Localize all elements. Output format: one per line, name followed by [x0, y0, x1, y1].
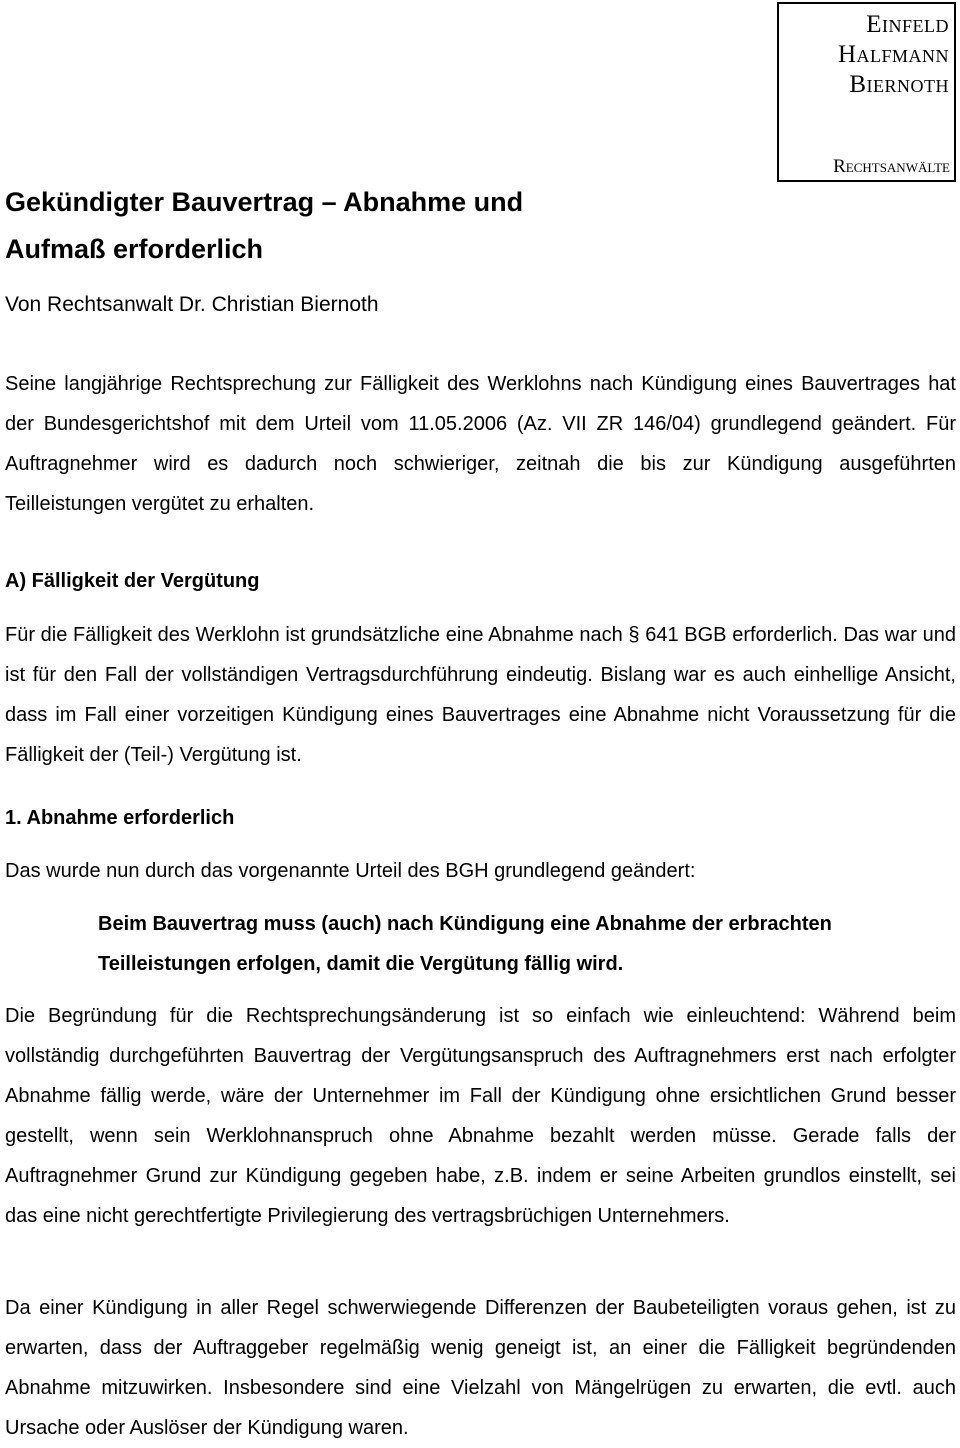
subsection-1-lead: Das wurde nun durch das vorgenannte Urteil des BGH grundlegend geändert:: [5, 860, 696, 882]
article-title-line1: Gekündigter Bauvertrag – Abnahme und: [5, 187, 524, 217]
logo-name-halfmann: Halfmann: [837, 41, 949, 68]
article-byline: Von Rechtsanwalt Dr. Christian Biernoth: [5, 293, 379, 316]
article-title-line2: Aufmaß erforderlich: [5, 234, 264, 264]
logo-name-einfeld: Einfeld: [866, 11, 949, 38]
highlighted-ruling: Beim Bauvertrag muss (auch) nach Kündigung eine Abnahme der erbrachten Teilleistungen erfolgen, damit die Vergütung fällig wird.: [98, 913, 832, 975]
logo-partner-names: [838, 10, 949, 100]
closing-paragraph: Da einer Kündigung in aller Regel schwerwiegende Differenzen der Baubeteiligten voraus gehen, ist zu erwarten, dass der Auftraggeber regelmäßig wenig geneigt ist, an einer die Fälligkeit begründenden Abnahme mitzuwirken. Insbesondere sind eine Vielzahl von Mängelrügen zu erwarten, die evtl. auch Ursache oder Auslöser der Kündigung waren.: [5, 1297, 956, 1439]
section-a-paragraph: Für die Fälligkeit des Werklohn ist grundsätzliche eine Abnahme nach § 641 BGB erforderlich. Das war und ist für den Fall der vollständigen Vertragsdurchführung eindeutig. Bislang war es auch einhellige Ansicht, dass im Fall einer vorzeitigen Kündigung eines Bauvertrages eine Abnahme nicht Voraussetzung für die Fälligkeit der (Teil-) Vergütung ist.: [5, 624, 956, 766]
section-a-heading: A) Fälligkeit der Vergütung: [5, 570, 260, 592]
subsection-1-heading: 1. Abnahme erforderlich: [5, 807, 235, 829]
law-firm-logo: [777, 2, 956, 182]
logo-tagline: Rechtsanwälte: [833, 156, 950, 177]
article-title: [5, 179, 705, 273]
reasoning-paragraph: Die Begründung für die Rechtsprechungsänderung ist so einfach wie einleuchtend: Während beim vollständig durchgeführten Bauvertrag der Vergütungsanspruch des Auftragnehmers erst nach erfolgter Abnahme fällig werde, wäre der Unternehmer im Fall der Kündigung ohne ersichtlichen Grund besser gestellt, wenn sein Werklohnanspruch ohne Abnahme bezahlt werden müsse. Gerade falls der Auftragnehmer Grund zur Kündigung gegeben habe, z.B. indem er seine Arbeiten grundlos einstellt, sei das eine nicht gerechtfertigte Privilegierung des vertragsbrüchigen Unternehmers.: [5, 1005, 956, 1227]
logo-name-biernoth: Biernoth: [849, 71, 949, 98]
intro-paragraph: Seine langjährige Rechtsprechung zur Fälligkeit des Werklohns nach Kündigung eines Bauvertrages hat der Bundesgerichtshof mit dem Urteil vom 11.05.2006 (Az. VII ZR 146/04) grundlegend geändert. Für Auftragnehmer wird es dadurch noch schwieriger, zeitnah die bis zur Kündigung ausgeführten Teilleistungen vergütet zu erhalten.: [5, 373, 956, 515]
